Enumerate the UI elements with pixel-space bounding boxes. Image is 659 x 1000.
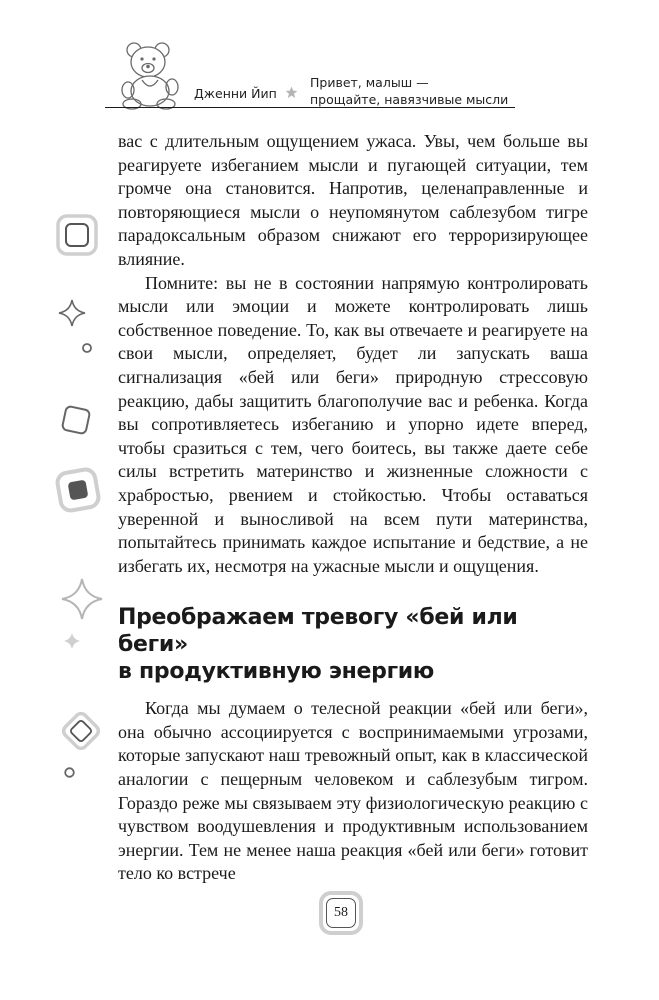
book-title-line-1: Привет, малыш — <box>310 75 429 90</box>
section-heading <box>118 604 588 685</box>
diamond-icon <box>58 708 104 754</box>
rounded-square-icon <box>55 467 101 513</box>
star-icon <box>285 86 298 99</box>
page-number: 58 <box>326 898 356 928</box>
rounded-square-icon <box>58 402 94 438</box>
circle-icon <box>63 766 76 779</box>
section-heading-line-2: в продуктивную энергию <box>118 659 434 685</box>
body-paragraph: вас с длительным ощущением ужаса. Увы, чем больше вы реагируете избеганием мысли и пугающей ситуации, тем громче она становится. Напротив, целенаправленные и повторяющиеся мысли о неупомянутом саблезубом тигре парадоксальным образом снижают его терроризирующее влияние. <box>118 131 588 269</box>
sparkle-icon <box>57 298 87 328</box>
circle-icon <box>81 342 93 354</box>
book-title <box>310 74 508 108</box>
sparkle-icon <box>60 577 104 621</box>
page-body <box>118 130 588 886</box>
author-name: Дженни Йип <box>194 86 277 101</box>
section-heading-line-1: Преображаем тревогу «бей или беги» <box>118 605 518 658</box>
body-paragraph: Когда мы думаем о телесной реакции «бей или беги», она обычно ассоциируется с воспринимаемыми угрозами, которые запускают наш тревожный опыт, как в классической аналогии с пещерным человеком и саблезубым тигром. Гораздо реже мы связываем эту физиологическую реакцию с чувством воодушевления и продуктивным использованием энергии. Тем не менее наша реакция «бей или беги» готовит тело ко встрече <box>118 698 588 884</box>
page-number-box <box>319 891 363 935</box>
rounded-square-icon <box>56 214 98 256</box>
sparkle-icon <box>63 632 81 650</box>
page-header <box>0 0 659 115</box>
book-title-line-2: прощайте, навязчивые мысли <box>310 92 509 107</box>
body-paragraph: Помните: вы не в состоянии напрямую контролировать мысли или эмоции и можете контролировать лишь собственное поведение. То, как вы отвечаете и реагируете на свои мысли, определяет, будет ли запускать ваша сигнализация «бей или беги» природную стрессовую реакцию, дабы защитить благополучие вас и ребенка. Когда вы сопротивляетесь избеганию и упорно идете вперед, чтобы сразиться с тем, чего боитесь, вы также даете себе силы встретить материнство и жизненные сложности с храбростью, рвением и стойкостью. Чтобы оставаться уверенной и выносливой на всем пути материнства, попытайтесь принимать каждое испытание и бедствие, а не избегать их, несмотря на ужасные мысли и ощущения. <box>118 272 588 576</box>
teddy-bear-icon <box>112 40 190 110</box>
